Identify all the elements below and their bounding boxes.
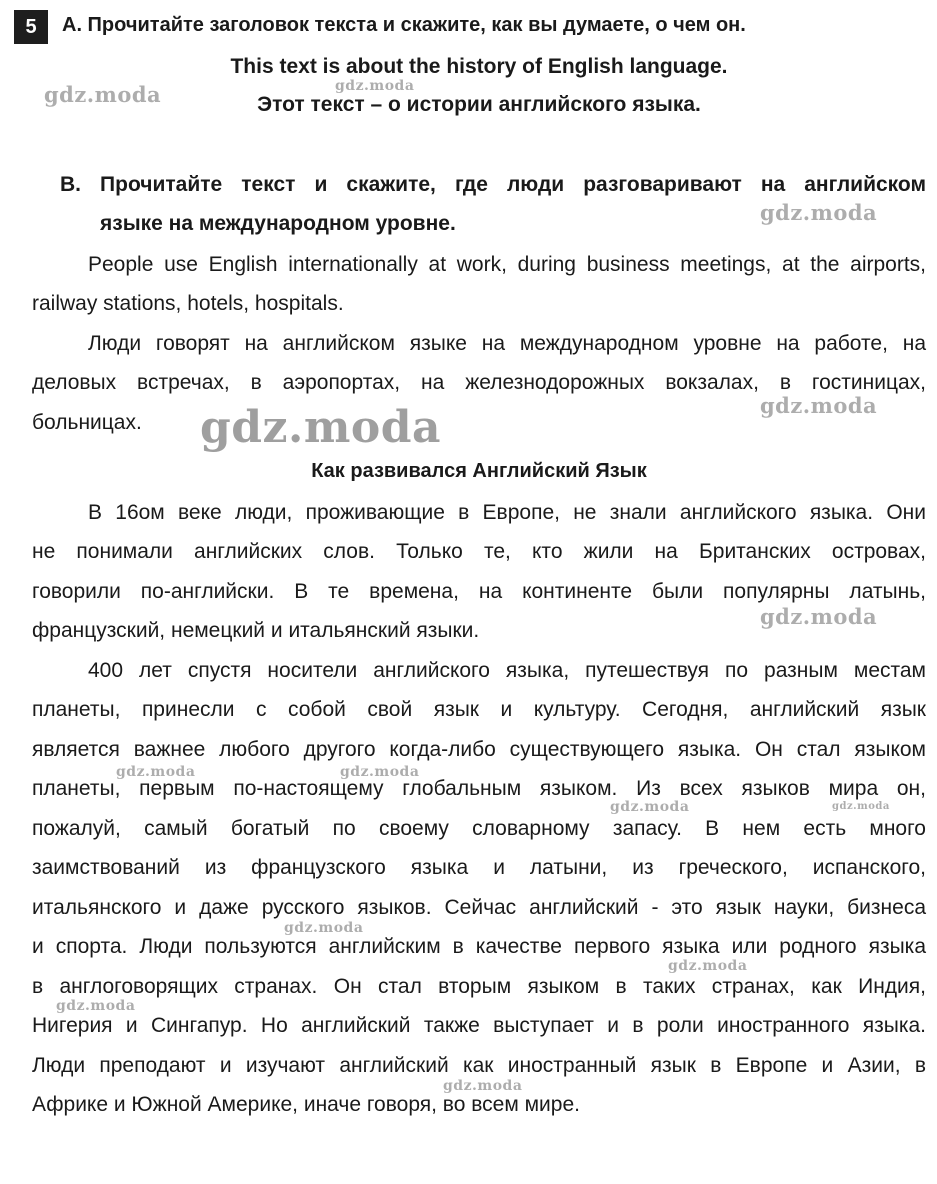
watermark: gdz.moda bbox=[200, 402, 442, 453]
watermark: gdz.moda bbox=[760, 393, 878, 418]
article-p1-line: говорили по-английски. В те времена, на континенте были популярны латынь, bbox=[32, 580, 926, 603]
article-p2-line: планеты, принесли с собой свой язык и культуру. Сегодня, английский язык bbox=[32, 698, 926, 721]
article-p1-line: В 16ом веке люди, проживающие в Европе, не знали английского языка. Они bbox=[88, 501, 926, 524]
exercise-number-badge: 5 bbox=[14, 10, 48, 44]
article-p2-line: пожалуй, самый богатый по своему словарному запасу. В нем есть много bbox=[32, 817, 926, 840]
task-b-answer-ru-line: больницах. bbox=[32, 411, 142, 434]
article-p2-line: и спорта. Люди пользуются английским в качестве первого языка или родного языка bbox=[32, 935, 926, 958]
article-p2-line: в англоговорящих странах. Он стал вторым языком в таких странах, как Индия, bbox=[32, 975, 926, 998]
article-p2-line: планеты, первым по-настоящему глобальным языком. Из всех языков мира он, bbox=[32, 777, 926, 800]
article-p2-line: итальянского и даже русского языков. Сейчас английский - это язык науки, бизнеса bbox=[32, 896, 926, 919]
article-p2-line: 400 лет спустя носители английского языка, путешествуя по разным местам bbox=[88, 659, 926, 682]
article-p2-line: Африке и Южной Америке, иначе говоря, во всем мире. bbox=[32, 1093, 580, 1116]
article-p2-line: Нигерия и Сингапур. Но английский также выступает и в роли иностранного языка. bbox=[32, 1014, 926, 1037]
article-p1-line: французский, немецкий и итальянский языки. bbox=[32, 619, 480, 642]
watermark: gdz.moda bbox=[760, 200, 878, 225]
article-p2-line: является важнее любого другого когда-либо существующего языка. Он стал языком bbox=[32, 738, 926, 761]
watermark: gdz.moda bbox=[443, 1078, 523, 1094]
task-a-answer-en: This text is about the history of English language. bbox=[230, 55, 728, 78]
watermark: gdz.moda bbox=[56, 998, 136, 1014]
task-a-prompt: А. Прочитайте заголовок текста и скажите, как вы думаете, о чем он. bbox=[62, 14, 746, 36]
watermark: gdz.moda bbox=[610, 799, 690, 815]
task-b-answer-ru-line: деловых встречах, в аэропортах, на железнодорожных вокзалах, в гостиницах, bbox=[32, 371, 926, 394]
article-title: Как развивался Английский Язык bbox=[311, 460, 647, 482]
task-b-prompt-line2: языке на международном уровне. bbox=[100, 212, 456, 235]
watermark: gdz.moda bbox=[44, 82, 162, 107]
task-b-answer-en-line: People use English internationally at work, during business meetings, at the airports, bbox=[88, 253, 926, 276]
task-a-answer-ru: Этот текст – о истории английского языка. bbox=[257, 93, 701, 116]
article-p2-line: заимствований из французского языка и латыни, из греческого, испанского, bbox=[32, 856, 926, 879]
watermark: gdz.moda bbox=[335, 78, 415, 94]
task-b-answer-ru-line: Люди говорят на английском языке на международном уровне на работе, на bbox=[88, 332, 926, 355]
task-b-prompt-line1: В. Прочитайте текст и скажите, где люди разговаривают на английском bbox=[60, 173, 926, 196]
watermark: gdz.moda bbox=[284, 920, 364, 936]
watermark: gdz.moda bbox=[832, 801, 890, 812]
watermark: gdz.moda bbox=[340, 764, 420, 780]
watermark: gdz.moda bbox=[668, 958, 748, 974]
watermark: gdz.moda bbox=[116, 764, 196, 780]
article-p1-line: не понимали английских слов. Только те, кто жили на Британских островах, bbox=[32, 540, 926, 563]
watermark: gdz.moda bbox=[760, 604, 878, 629]
task-b-answer-en-line: railway stations, hotels, hospitals. bbox=[32, 292, 344, 315]
article-p2-line: Люди преподают и изучают английский как иностранный язык в Европе и Азии, в bbox=[32, 1054, 926, 1077]
